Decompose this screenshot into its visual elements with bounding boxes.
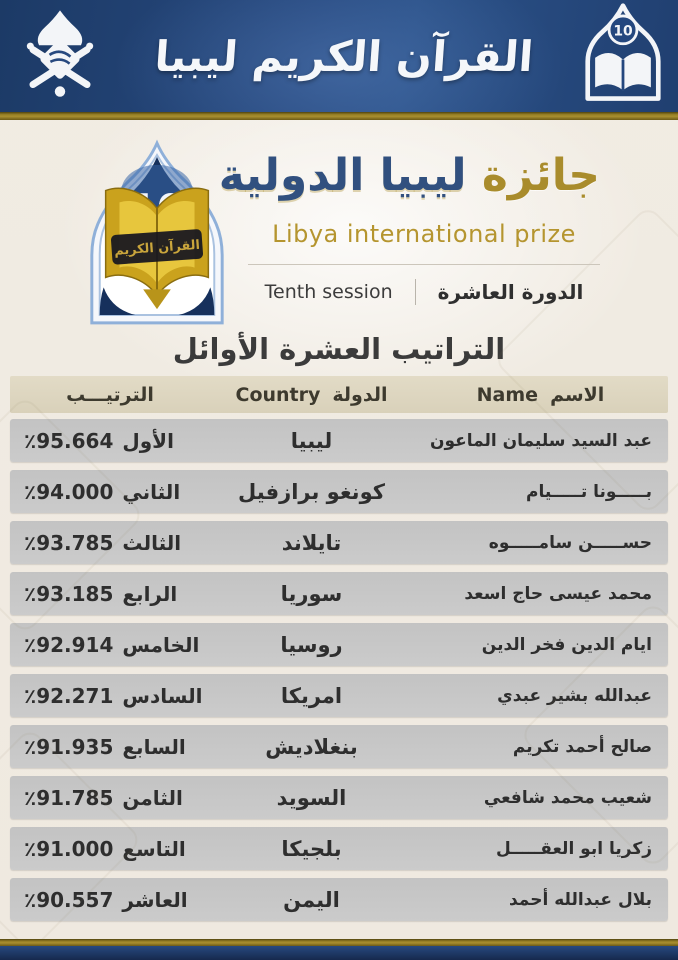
rank-label: الخامس bbox=[122, 632, 200, 657]
emblem-book-calligraphy: القرآن الكريم bbox=[113, 237, 201, 259]
country-cell: السويد bbox=[276, 785, 347, 810]
name-cell: زكريا ابو العقـــــل bbox=[496, 838, 652, 859]
rank-cell bbox=[10, 633, 210, 657]
name-cell: محمد عيسى حاج اسعد bbox=[464, 583, 652, 604]
prize-arabic-title-word: جائزة bbox=[481, 150, 600, 201]
percent-value: ٪90.557 bbox=[24, 887, 114, 912]
banner-badge-number: 10 bbox=[613, 23, 633, 40]
country-header-ar: الدولة bbox=[332, 383, 388, 406]
session-row bbox=[248, 279, 600, 305]
name-cell: عبدالله بشير عبدي bbox=[497, 685, 652, 706]
name-cell: بلال عبدالله أحمد bbox=[508, 889, 652, 910]
top-banner bbox=[0, 0, 678, 112]
name-cell: صالح أحمد تكريم bbox=[512, 736, 652, 757]
gold-divider-strip bbox=[0, 939, 678, 946]
percent-value: ٪93.185 bbox=[24, 581, 114, 606]
percent-value: ٪95.664 bbox=[24, 428, 114, 453]
country-cell: اليمن bbox=[283, 887, 340, 912]
name-cell: بـــــونا تـــــيام bbox=[526, 481, 652, 502]
name-cell: شعيب محمد شافعي bbox=[483, 787, 652, 808]
percent-value: ٪91.785 bbox=[24, 785, 114, 810]
session-10-book-emblem-icon bbox=[580, 2, 666, 110]
hero-text-block bbox=[218, 136, 600, 305]
name-cell: عبد السيد سليمان الماعون bbox=[429, 430, 652, 451]
country-cell: كونغو برازفيل bbox=[238, 479, 385, 504]
country-cell: سوريا bbox=[280, 581, 343, 606]
rank-cell bbox=[10, 684, 210, 708]
rank-label: التاسع bbox=[122, 836, 186, 861]
country-cell: بنغلاديش bbox=[265, 734, 358, 759]
prize-emblem-icon bbox=[78, 138, 236, 338]
percent-value: ٪94.000 bbox=[24, 479, 114, 504]
footer-navy-band bbox=[0, 946, 678, 960]
country-header-en: Country bbox=[235, 383, 321, 406]
rank-label: العاشر bbox=[122, 887, 188, 912]
name-cell: حســـــن سامـــــوه bbox=[488, 532, 652, 553]
prize-arabic-title bbox=[218, 136, 600, 216]
country-cell: بلجيكا bbox=[281, 836, 342, 861]
percent-value: ٪91.000 bbox=[24, 836, 114, 861]
session-separator-bar bbox=[415, 279, 416, 305]
rank-label: الثامن bbox=[122, 785, 183, 810]
footer-band bbox=[0, 939, 678, 960]
prize-english-title: Libya international prize bbox=[272, 220, 576, 248]
rank-column-header bbox=[10, 384, 210, 406]
banner-calligraphy-title: القرآن الكريم ليبيا bbox=[153, 31, 535, 81]
rankings-title: التراتيب العشرة الأوائل bbox=[172, 332, 506, 366]
percent-value: ٪92.914 bbox=[24, 632, 114, 657]
rank-header-label: الترتيـــب bbox=[66, 383, 154, 406]
rank-label: السابع bbox=[122, 734, 186, 759]
gold-divider-strip bbox=[0, 112, 678, 120]
rank-label: الرابع bbox=[122, 581, 178, 606]
percent-value: ٪92.271 bbox=[24, 683, 114, 708]
rank-label: الثالث bbox=[122, 530, 182, 555]
rank-label: الثاني bbox=[122, 479, 181, 504]
hero-divider-line bbox=[248, 264, 600, 265]
country-cell: روسيا bbox=[280, 632, 343, 657]
percent-value: ٪93.785 bbox=[24, 530, 114, 555]
rank-label: الأول bbox=[122, 428, 174, 453]
session-label-en: Tenth session bbox=[264, 281, 393, 303]
hero-section bbox=[0, 120, 678, 330]
country-cell: ليبيا bbox=[290, 428, 333, 453]
name-header-en: Name bbox=[476, 383, 539, 406]
table-row bbox=[10, 878, 668, 921]
rank-label: السادس bbox=[122, 683, 203, 708]
name-cell: ايام الدين فخر الدين bbox=[481, 634, 652, 655]
session-label-ar: الدورة العاشرة bbox=[437, 280, 584, 304]
country-cell: تايلاند bbox=[281, 530, 342, 555]
table-row bbox=[10, 572, 668, 615]
quran-authority-emblem-icon bbox=[12, 4, 108, 108]
country-cell: امريكا bbox=[280, 683, 343, 708]
percent-value: ٪91.935 bbox=[24, 734, 114, 759]
name-header-ar: الاسم bbox=[550, 383, 605, 406]
prize-arabic-title-word: ليبيا bbox=[379, 150, 467, 201]
table-row bbox=[10, 623, 668, 666]
country-column-header bbox=[210, 384, 413, 406]
prize-arabic-title-word: الدولية bbox=[218, 150, 365, 201]
